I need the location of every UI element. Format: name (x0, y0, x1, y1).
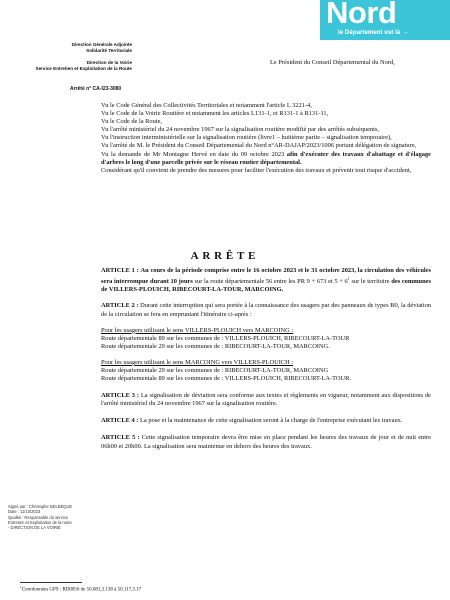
vu-item: Vu l'arrêté ministériel du 24 novembre 1967 sur la signalisation routière modifié par des arrêtés subséquents, (101, 126, 379, 134)
document-title: ARRÊTE (190, 250, 260, 262)
articles-section (101, 267, 431, 451)
route-line: Route départementale 89 sur les communes de : VILLERS-PLOUICH, RIBECOURT-LA-TOUR (101, 334, 350, 342)
route-heading: Pour les usagers utilisant le sens VILLERS-PLOUICH vers MARCOING : (101, 326, 294, 334)
route-line: Route départementale 29 sur les communes de : RIBECOURT-LA-TOUR, MARCOING (101, 366, 329, 374)
signed-line: - DIRECTION DE LA VOIRIE (8, 525, 61, 531)
footnote: $^1$Coordonnées GPS : RD0056 de 50.081,3.138 à 50.117,3.17 (20, 585, 142, 593)
logo-word: Nord (326, 0, 397, 30)
signed-line: Entretien et Exploitation de la route (8, 519, 72, 525)
vu-item: Vu le Code Général des Collectivités Territoriales et notamment l'article L 3221-4, (101, 102, 312, 109)
route-line: Route départementale 89 sur les communes de : VILLERS-PLOUICH, RIBECOURT-LA-TOUR. (101, 375, 351, 383)
dept-line: Solidarité Territoriale (86, 48, 132, 53)
dept-line: Direction Générale Adjointe (71, 42, 132, 47)
signed-line: Signé par : Christophe DELBEQUE (8, 504, 73, 509)
dept-line: Direction de la Voirie (86, 60, 132, 65)
vu-item: Vu l'instruction interministérielle sur la signalisation routière (livre1 – huitième partie – signalisation temporaire), (101, 134, 392, 142)
article-1: ARTICLE 1 : Au cours de la période comprise entre le 16 octobre 2023 et le 31 octobre 2023, la circulation des véhicules sera interrompue durant 10 jours sur la route départementale 56 entre les PR 9 + 673 et $5 + 6^1$ sur le territoire des communes de VILLERS-PLOUICH, RIBECOURT-LA-TOUR, MARCOING. (101, 267, 431, 294)
president-heading: Le Président du Conseil Départemental du Nord, (270, 59, 395, 66)
route-line: Route départementale 29 sur les communes de : RIBECOURT-LA-TOUR, MARCOING. (101, 342, 330, 350)
arrete-number: Arrêté n° CA-I23-3080 (70, 86, 122, 92)
vu-item: Vu le Code de la Voirie Routière et notamment les articles L131-1, et R131-1 à R131-11, (101, 110, 329, 118)
vu-item: Vu le Code de la Route, (101, 118, 163, 126)
signed-line: Qualité : Responsable du service (8, 514, 69, 520)
vu-item: Vu l'arrêté de M. le Président du Conseil Départemental du Nord n°AR-DAJAP/2023/1006 portant délégation de signature, (101, 142, 417, 150)
vu-section (101, 102, 431, 175)
signed-line: Date : 11/10/2023 (8, 509, 41, 515)
footnote-divider (20, 582, 82, 583)
nord-logo (320, 0, 450, 40)
article-2: ARTICLE 2 : Durant cette interruption qui sera portée à la connaissance des usagers par des panneaux de types B0, la déviation de la circulation se fera en empruntant l'itinéraire ci-après : (101, 302, 431, 318)
route-heading: Pour les usagers utilisant le sens MARCOING vers VILLERS-PLOUICH : (101, 358, 294, 366)
footnote-ref: 1 (347, 276, 350, 282)
request-paragraph: Vu la demande de Mr Montagne Hervé en date du 09 octobre 2023 afin d'exécuter des travaux d'abattage et d'élagage d'arbres le long d'une parcelle privée sur le réseau routier départemental. (101, 150, 431, 166)
article-4: ARTICLE 4 : La pose et la maintenance de cette signalisation seront à la charge de l'entreprise exécutant les travaux. (101, 417, 403, 425)
article-3: ARTICLE 3 : La signalisation de déviation sera conforme aux textes et règlements en vigueur, notamment aux dispositions de l'arrêté ministériel du 24 novembre 1967 sur la signalisation routière. (101, 392, 431, 408)
department-block (20, 42, 132, 72)
considerant-paragraph: Considérant qu'il convient de prendre des mesures pour faciliter l'exécution des travaux et prévenir tout risque d'accident, (101, 166, 412, 174)
article-5: ARTICLE 5 : Cette signalisation temporaire devra être mise en place pendant les heures des travaux de jour et de nuit entre 06h00 et 20h00. La signalisation sera maintenue en dehors des heures des travaux. (101, 434, 431, 450)
signature-block (8, 504, 98, 530)
logo-tagline: le Département est là → (338, 29, 409, 36)
arrow-icon: → (401, 29, 409, 36)
dept-line: Service Entretien et Exploitation de la Route (35, 66, 132, 71)
